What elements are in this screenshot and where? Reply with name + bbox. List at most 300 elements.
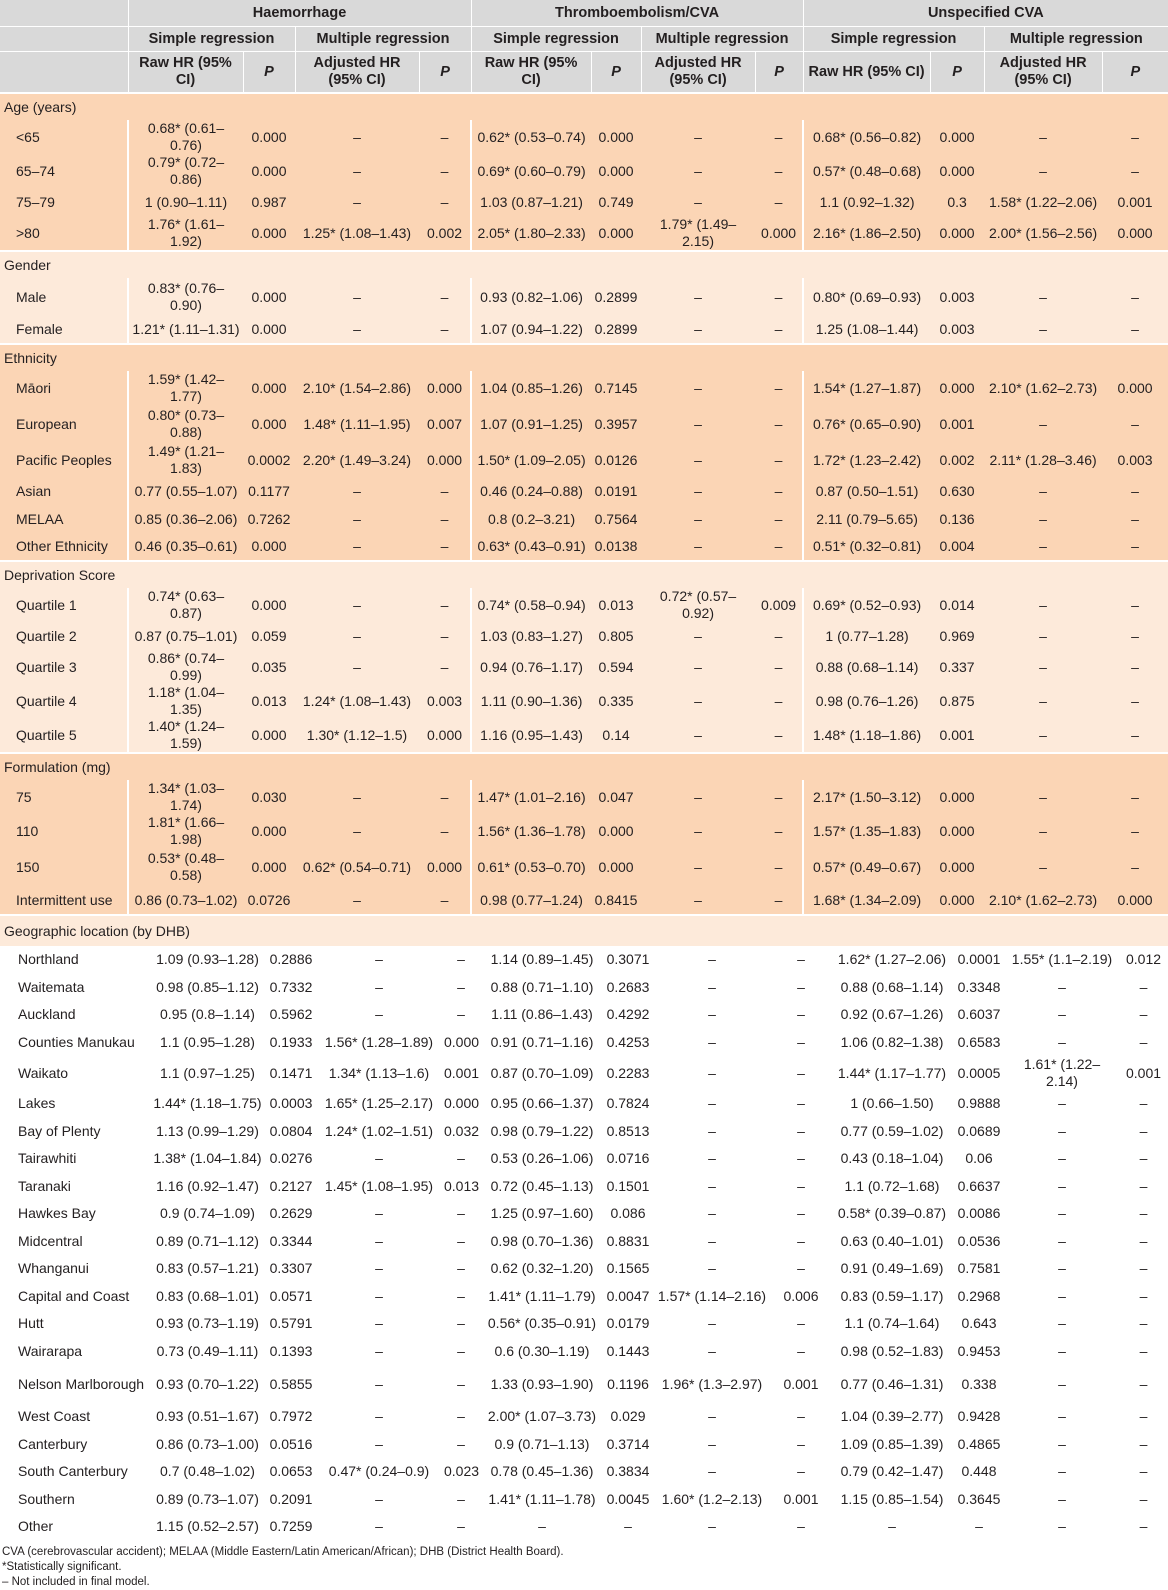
hr-cell: – [1058,1315,1066,1332]
hr-cell: 0.95 (0.8–1.14) [160,1006,255,1023]
row-label: Capital and Coast [18,1287,130,1304]
header-p: P [243,52,295,94]
section-title-row [0,344,1168,371]
p-value-cell: 0.5855 [269,1375,313,1392]
hr-cell: 0.80* (0.73–0.88) [128,405,243,443]
table-row [0,278,1168,316]
table-row [0,1029,1168,1057]
p-value-cell: 0.0138 [591,533,641,561]
hr-cell: – [641,622,755,650]
p-value-cell: – [755,443,803,477]
p-value-cell: 0.023 [444,1463,480,1480]
hr-cell: – [641,278,755,316]
header-simple-regression: Simple regression [471,27,641,52]
p-value-cell: 0.2127 [269,1177,313,1194]
p-value-cell: 0.001 [783,1375,819,1392]
hr-cell: 0.89 (0.73–1.07) [156,1490,259,1507]
hr-cell: 0.7 (0.48–1.02) [160,1463,255,1480]
hr-cell: 0.88 (0.68–1.14) [840,978,944,995]
p-value-cell: – [755,848,803,886]
p-value-cell: 0.448 [961,1463,997,1480]
table-row [0,1228,1168,1256]
hr-cell: – [641,684,755,718]
table-row [0,650,1168,684]
hr-cell: 2.17* (1.50–3.12) [803,780,930,814]
footnote-abbreviations: CVA (cerebrovascular accident); MELAA (Middle Eastern/Latin American/African); DHB (District Health Board). [2,1545,564,1558]
table-row [0,1001,1168,1029]
hr-cell: 1.81* (1.66–1.98) [128,814,243,848]
p-value-cell: – [419,780,471,814]
p-value-cell: 0.5962 [269,1006,313,1023]
hr-cell: 1.21* (1.11–1.31) [128,316,243,344]
p-value-cell: 0.003 [930,316,984,344]
hr-cell: 0.77 (0.55–1.07) [128,477,243,505]
table-row [0,443,1168,477]
p-value-cell: 0.000 [930,120,984,154]
hr-cell: – [708,978,716,995]
hr-cell: – [295,588,419,622]
p-value-cell: – [755,814,803,848]
footnote-significance: *Statistically significant. [2,1560,122,1573]
hr-cell: 1.65* (1.25–2.17) [324,1095,434,1112]
hr-cell: – [375,951,383,968]
p-value-cell: 0.029 [610,1408,646,1425]
hr-cell: – [641,405,755,443]
hr-cell: 1 (0.90–1.11) [128,188,243,216]
hr-cell: 1.11 (0.90–1.36) [471,684,591,718]
p-value-cell: 0.1443 [606,1342,650,1359]
hr-cell: – [375,1375,383,1392]
hr-cell: 0.83* (0.76–0.90) [128,278,243,316]
header-simple-regression: Simple regression [803,27,984,52]
p-value-cell: 0.9888 [957,1095,1001,1112]
hr-cell: – [375,1315,383,1332]
p-value-cell: 0.047 [591,780,641,814]
hr-cell: – [295,505,419,533]
hr-cell: 1.04 (0.85–1.26) [471,371,591,405]
header-row-columns [0,52,1168,94]
hr-cell: – [1058,1342,1066,1359]
hr-cell: – [984,120,1102,154]
p-value-cell: 0.7259 [269,1518,313,1535]
hr-cell: 0.69* (0.52–0.93) [803,588,930,622]
hr-cell: 1.47* (1.01–2.16) [471,780,591,814]
hr-cell: – [295,316,419,344]
p-value-cell: – [1102,684,1168,718]
row-label: Hutt [18,1315,44,1332]
p-value-cell: 0.3344 [269,1232,313,1249]
p-value-cell: 0.630 [930,477,984,505]
p-value-cell: 0.013 [444,1177,480,1194]
p-value-cell: 0.000 [243,814,295,848]
hr-cell: – [984,505,1102,533]
row-label: Northland [18,951,79,968]
hr-cell: 2.20* (1.49–3.24) [295,443,419,477]
p-value-cell: 0.7564 [591,505,641,533]
p-value-cell: 0.001 [1102,188,1168,216]
row-label: Pacific Peoples [0,443,128,477]
row-label: Female [0,316,128,344]
p-value-cell: – [1102,477,1168,505]
row-label: European [0,405,128,443]
hr-cell: 1.61* (1.22–2.14) [1023,1056,1101,1089]
hr-cell: 0.93 (0.82–1.06) [471,278,591,316]
p-value-cell: 0.000 [591,814,641,848]
hr-cell: – [984,650,1102,684]
hr-cell: 0.76* (0.65–0.90) [803,405,930,443]
p-value-cell: 0.1933 [269,1033,313,1050]
row-label: Quartile 1 [0,588,128,622]
hr-cell: 1.1 (0.92–1.32) [803,188,930,216]
hr-cell: 1.13 (0.99–1.29) [156,1122,259,1139]
hr-cell: 0.80* (0.69–0.93) [803,278,930,316]
hr-cell: 2.11* (1.28–3.46) [984,443,1102,477]
hr-cell: – [1058,1490,1066,1507]
table-row [0,1365,1168,1403]
hr-cell: 1.15 (0.85–1.54) [840,1490,944,1507]
p-value-cell: 0.0086 [957,1205,1001,1222]
hr-cell: 1.25* (1.08–1.43) [295,216,419,251]
table-row [0,405,1168,443]
hr-cell: 1.96* (1.3–2.97) [661,1375,763,1392]
p-value-cell: 0.001 [1125,1064,1162,1081]
hr-cell: 1.24* (1.02–1.51) [324,1122,434,1139]
hr-cell: – [708,951,716,968]
table-row [0,622,1168,650]
p-value-cell: 0.6037 [957,1006,1001,1023]
p-value-cell: – [419,316,471,344]
p-value-cell: 0.0276 [269,1150,313,1167]
hr-cell: 1.41* (1.11–1.79) [488,1287,596,1304]
hr-cell: 1.34* (1.13–1.6) [328,1064,430,1081]
section-title-row [0,753,1168,780]
row-label: Other Ethnicity [0,533,128,561]
p-value-cell: – [457,1490,465,1507]
hr-cell: 0.88 (0.71–1.10) [490,978,594,995]
p-value-cell: 0.7145 [591,371,641,405]
table-row [0,1145,1168,1173]
hr-cell: 1.62* (1.27–2.06) [837,951,947,968]
p-value-cell: 0.000 [930,780,984,814]
p-value-cell: 0.7824 [606,1095,650,1112]
hr-cell: – [641,443,755,477]
row-label: Taranaki [18,1177,71,1194]
hr-cell: 0.83 (0.59–1.17) [840,1287,944,1304]
hr-cell: – [708,1232,716,1249]
hr-cell: 1.41* (1.11–1.78) [488,1490,596,1507]
hr-cell: – [1058,978,1066,995]
hr-cell: 0.93 (0.73–1.19) [156,1315,259,1332]
p-value-cell: – [1102,814,1168,848]
p-value-cell: 0.1565 [606,1260,650,1277]
row-label: Quartile 4 [0,684,128,718]
p-value-cell: 0.3 [930,188,984,216]
p-value-cell: 0.000 [419,848,471,886]
hr-cell: 1.33 (0.93–1.90) [490,1375,594,1392]
hr-cell: 0.98 (0.77–1.24) [471,886,591,914]
hr-cell: – [641,848,755,886]
hr-cell: 0.63* (0.43–0.91) [471,533,591,561]
row-label: Hawkes Bay [18,1205,96,1222]
hr-cell: – [641,188,755,216]
hr-cell: 1.25 (1.08–1.44) [803,316,930,344]
p-value-cell: 0.2886 [269,951,313,968]
p-value-cell: 0.0003 [269,1095,313,1112]
p-value-cell: – [1139,1518,1148,1535]
p-value-cell: 0.3348 [957,978,1001,995]
p-value-cell: 0.6583 [957,1033,1001,1050]
p-value-cell: – [797,1205,805,1222]
p-value-cell: 0.7262 [243,505,295,533]
hr-cell: 0.87 (0.50–1.51) [803,477,930,505]
p-value-cell: – [457,1232,465,1249]
hr-cell: – [375,1260,383,1277]
p-value-cell: 0.136 [930,505,984,533]
p-value-cell: – [419,188,471,216]
table-row [0,1486,1168,1514]
table-row [0,886,1168,914]
p-value-cell: 0.012 [1125,951,1162,968]
p-value-cell: 0.2629 [269,1205,313,1222]
table-row [0,188,1168,216]
hr-cell: 1.04 (0.39–2.77) [840,1408,944,1425]
p-value-cell: – [1139,1177,1148,1194]
hr-cell: 0.57* (0.48–0.68) [803,154,930,188]
header-raw-hr: Raw HR (95% CI) [803,52,930,94]
hr-cell: 1.14 (0.89–1.45) [490,951,594,968]
hr-cell: 2.05* (1.80–2.33) [471,216,591,251]
p-value-cell: – [457,1260,465,1277]
p-value-cell: – [1139,1006,1148,1023]
header-p: P [755,52,803,94]
header-multiple-regression: Multiple regression [295,27,471,52]
row-label: Asian [0,477,128,505]
hr-cell: 0.79 (0.42–1.47) [840,1463,944,1480]
table-row [0,588,1168,622]
hr-cell: – [984,405,1102,443]
p-value-cell: 0.000 [243,216,295,251]
p-value-cell: 0.3834 [606,1463,650,1480]
section-title-row [0,915,1168,946]
p-value-cell: – [1102,278,1168,316]
p-value-cell: – [797,1095,805,1112]
row-label: >80 [0,216,128,251]
p-value-cell: 0.003 [419,684,471,718]
p-value-cell: 0.000 [1102,371,1168,405]
p-value-cell: 0.2283 [606,1064,650,1081]
hr-cell: 0.58* (0.39–0.87) [837,1205,947,1222]
hr-cell: 1.44* (1.18–1.75) [153,1095,262,1112]
p-value-cell: 0.003 [930,278,984,316]
hr-cell: – [1058,1408,1066,1425]
hr-cell: – [295,886,419,914]
p-value-cell: 0.006 [783,1287,819,1304]
p-value-cell: – [1139,1150,1148,1167]
hr-cell: 0.68* (0.56–0.82) [803,120,930,154]
table-row [0,371,1168,405]
row-label: Lakes [18,1095,56,1112]
hr-cell: 1.50* (1.09–2.05) [471,443,591,477]
footnote-not-included: – Not included in final model. [2,1575,150,1588]
p-value-cell: – [797,1315,805,1332]
hr-cell: 1.40* (1.24–1.59) [128,718,243,753]
p-value-cell: – [755,505,803,533]
hr-cell: – [1058,1435,1066,1452]
header-multiple-regression: Multiple regression [641,27,803,52]
hr-cell: 0.62* (0.53–0.74) [471,120,591,154]
hr-cell: – [375,1435,383,1452]
hr-cell: 1.07 (0.91–1.25) [471,405,591,443]
hr-cell: 0.74* (0.63–0.87) [128,588,243,622]
p-value-cell: 0.004 [930,533,984,561]
section-title-row [0,561,1168,588]
hr-cell: – [708,1095,716,1112]
p-value-cell: – [1102,622,1168,650]
row-label: Waitemata [18,978,85,995]
p-value-cell: 0.000 [444,1033,480,1050]
p-value-cell: – [457,1205,465,1222]
p-value-cell: 0.000 [243,848,295,886]
row-label: Quartile 5 [0,718,128,753]
hr-cell: 0.98 (0.70–1.36) [490,1232,594,1249]
hr-cell: – [538,1518,546,1535]
hr-cell: – [984,780,1102,814]
p-value-cell: 0.000 [930,371,984,405]
row-label: 110 [0,814,128,848]
hr-cell: – [295,533,419,561]
hr-cell: 0.53* (0.48–0.58) [128,848,243,886]
table-row [0,1118,1168,1146]
p-value-cell: – [1102,316,1168,344]
hr-cell: 1.48* (1.18–1.86) [803,718,930,753]
row-label: Whanganui [18,1260,89,1277]
p-value-cell: – [457,1315,465,1332]
p-value-cell: – [419,886,471,914]
p-value-cell: 0.0536 [957,1232,1001,1249]
p-value-cell: 0.000 [591,120,641,154]
hr-cell: 0.62* (0.54–0.71) [295,848,419,886]
row-label: Waikato [18,1064,69,1081]
section-title: Ethnicity [0,344,1168,371]
p-value-cell: – [457,1518,465,1535]
hr-cell: 0.53 (0.26–1.06) [490,1150,594,1167]
table-row [0,974,1168,1002]
header-p: P [1102,52,1168,94]
hr-cell: – [984,718,1102,753]
p-value-cell: 0.14 [591,718,641,753]
hr-cell: 1.03 (0.83–1.27) [471,622,591,650]
p-value-cell: – [1102,650,1168,684]
p-value-cell: – [1139,1033,1148,1050]
hr-cell: – [375,978,383,995]
hr-cell: – [888,1518,896,1535]
p-value-cell: – [797,978,805,995]
row-label: Counties Manukau [18,1033,135,1050]
hr-cell: – [375,1287,383,1304]
row-label: Wairarapa [18,1342,83,1359]
p-value-cell: 0.643 [961,1315,997,1332]
p-value-cell: – [1139,1205,1148,1222]
p-value-cell: 0.2683 [606,978,650,995]
hr-cell: 1.68* (1.34–2.09) [803,886,930,914]
p-value-cell: – [797,1064,805,1081]
p-value-cell: – [755,684,803,718]
p-value-cell: 0.000 [243,588,295,622]
p-value-cell: – [755,120,803,154]
p-value-cell: 0.000 [419,371,471,405]
p-value-cell: 0.594 [591,650,641,684]
hr-cell: 0.91 (0.71–1.16) [490,1033,594,1050]
p-value-cell: 0.086 [610,1205,646,1222]
header-blank [0,0,128,27]
table-row [0,533,1168,561]
row-label: Quartile 2 [0,622,128,650]
hr-cell: 1.1 (0.97–1.25) [160,1064,255,1081]
p-value-cell: 0.000 [243,120,295,154]
p-value-cell: – [755,188,803,216]
p-value-cell: – [1102,505,1168,533]
p-value-cell: 0.013 [243,684,295,718]
p-value-cell: 0.3714 [606,1435,650,1452]
hr-cell: 1.03 (0.87–1.21) [471,188,591,216]
hr-cell: 1.06 (0.82–1.38) [840,1033,944,1050]
p-value-cell: 0.2899 [591,278,641,316]
p-value-cell: 0.3307 [269,1260,313,1277]
p-value-cell: 0.002 [930,443,984,477]
p-value-cell: 0.001 [930,405,984,443]
hr-cell: – [295,278,419,316]
hr-cell: 0.9 (0.74–1.09) [160,1205,255,1222]
p-value-cell: – [797,1408,805,1425]
p-value-cell: 0.000 [755,216,803,251]
p-value-cell: 0.987 [243,188,295,216]
p-value-cell: 0.1501 [606,1177,650,1194]
p-value-cell: 0.2899 [591,316,641,344]
p-value-cell: – [457,951,465,968]
p-value-cell: – [797,1518,805,1535]
hr-cell: – [641,505,755,533]
p-value-cell: 0.1196 [607,1375,649,1392]
row-label: Midcentral [18,1232,83,1249]
hr-cell: 0.87 (0.75–1.01) [128,622,243,650]
p-value-cell: – [755,477,803,505]
p-value-cell: 0.4253 [606,1033,650,1050]
hr-cell: – [295,814,419,848]
row-label: West Coast [18,1408,91,1425]
hr-cell: 1.18* (1.04–1.35) [128,684,243,718]
hr-cell: 0.63 (0.40–1.01) [840,1232,944,1249]
hr-cell: – [375,1342,383,1359]
table-row [0,505,1168,533]
table-row [0,1513,1168,1541]
hr-cell: 1.57* (1.35–1.83) [803,814,930,848]
p-value-cell: – [1139,1408,1148,1425]
hr-cell: – [984,154,1102,188]
hr-cell: 1.25 (0.97–1.60) [490,1205,594,1222]
hr-cell: 1.48* (1.11–1.95) [295,405,419,443]
hr-cell: – [1058,1006,1066,1023]
hr-cell: 0.87 (0.70–1.09) [490,1064,594,1081]
p-value-cell: – [797,1260,805,1277]
p-value-cell: 0.338 [961,1375,997,1392]
hr-cell: – [641,650,755,684]
hr-cell: 0.57* (0.49–0.67) [803,848,930,886]
p-value-cell: 0.6637 [957,1177,1001,1194]
hr-cell: 1.60* (1.2–2.13) [661,1490,763,1507]
p-value-cell: 0.8415 [591,886,641,914]
p-value-cell: – [755,718,803,753]
hr-cell: – [641,477,755,505]
